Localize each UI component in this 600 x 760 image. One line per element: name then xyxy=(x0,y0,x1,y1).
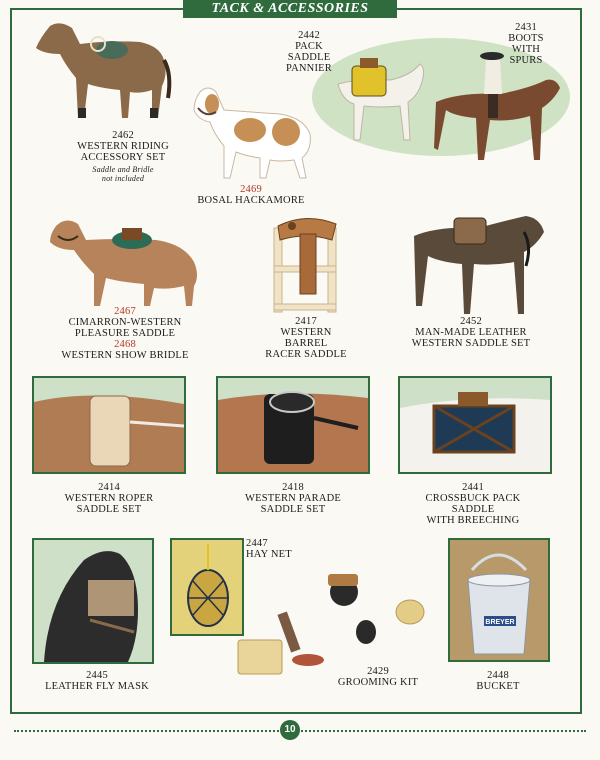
caption-grooming: 2429 GROOMING KIT xyxy=(337,666,419,688)
fly-mask-photo xyxy=(32,538,154,664)
bucket-photo xyxy=(448,538,550,662)
boots-rider-horse-photo xyxy=(430,50,564,168)
western-riding-horse-photo xyxy=(30,14,175,126)
grooming-kit-photo xyxy=(232,566,442,676)
cimarron-horse-photo xyxy=(44,206,204,310)
barrel-racer-saddle-photo xyxy=(266,206,346,316)
caption-boots: 2431 BOOTS WITH SPURS xyxy=(508,22,544,66)
caption-man-made: 2452 MAN-MADE LEATHER WESTERN SADDLE SET xyxy=(411,316,531,349)
parade-saddle-photo xyxy=(216,376,370,474)
page-number: 10 xyxy=(280,720,300,740)
crossbuck-pack-saddle-photo xyxy=(398,376,552,474)
caption-bucket: 2448 BUCKET xyxy=(476,670,520,692)
caption-pack-saddle: 2442 PACK SADDLE PANNIER xyxy=(286,30,332,74)
caption-barrel: 2417 WESTERN BARREL RACER SADDLE xyxy=(265,316,347,360)
page-title: TACK & ACCESSORIES xyxy=(183,0,397,18)
caption-fly-mask: 2445 LEATHER FLY MASK xyxy=(45,670,149,692)
bosal-hackamore-horse-photo xyxy=(190,78,318,182)
caption-roper: 2414 WESTERN ROPER SADDLE SET xyxy=(64,482,154,515)
footer-divider xyxy=(14,730,586,732)
caption-crossbuck: 2441 CROSSBUCK PACK SADDLE WITH BREECHING xyxy=(425,482,521,526)
man-made-leather-horse-photo xyxy=(408,206,550,318)
bucket-label: BREYER xyxy=(485,619,515,626)
caption-hay-net: 2447 HAY NET xyxy=(246,538,292,560)
caption-cimarron: 2467 CIMARRON-WESTERN PLEASURE SADDLE 2468 WESTERN SHOW BRIDLE xyxy=(61,306,189,361)
caption-western-riding: 2462 WESTERN RIDING ACCESSORY SET Saddle and Bridle not included xyxy=(77,130,169,183)
pack-saddle-horse-photo xyxy=(330,56,430,146)
roper-saddle-photo xyxy=(32,376,186,474)
caption-bosal: 2469 BOSAL HACKAMORE xyxy=(197,184,305,206)
caption-parade: 2418 WESTERN PARADE SADDLE SET xyxy=(244,482,342,515)
